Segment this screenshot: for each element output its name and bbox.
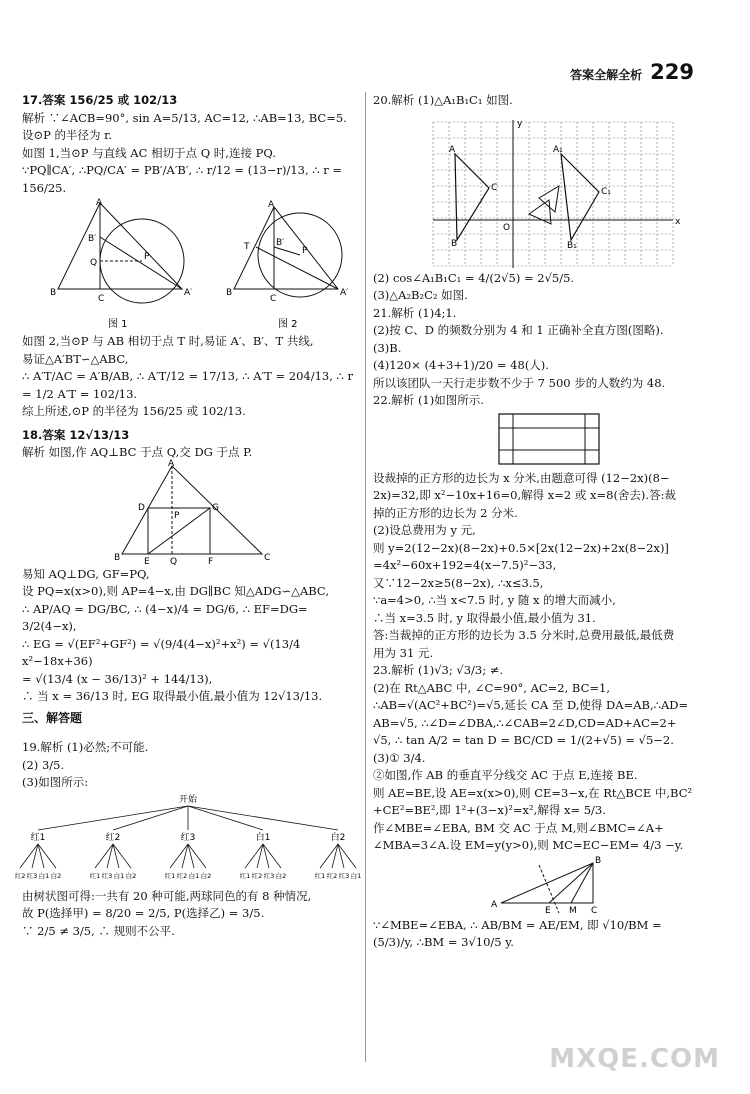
q18-line: 设 PQ=x(x>0),则 AP=4−x,由 DG∥BC 知△ADG∽△ABC,	[22, 584, 329, 598]
q23-line: ∴AB=√(AC²+BC²)=√5,延长 CA 至 D,使得 DA=AB,∴AD=	[373, 698, 689, 712]
q17-line: ∴ A′T/AC = A′B/AB, ∴ A′T/12 = 17/13, ∴ A′T = 204/13, ∴ r = 1/2 A′T = 102/13.	[22, 369, 354, 401]
q18-figure	[22, 458, 352, 567]
q18-line: ∴ AP/AQ = DG/BC, ∴ (4−x)/4 = DG/6, ∴ EF=DG= 3/2(4−x),	[22, 601, 308, 633]
tree-leaf: 红2	[251, 871, 263, 880]
figure-2-caption: 图 2	[278, 319, 298, 330]
q22-line: 2x)=32,即 x²−10x+16=0,解得 x=2 或 x=8(舍去).答:裁	[373, 488, 676, 502]
label: D	[138, 502, 145, 513]
tree-leaf: 白1	[350, 871, 362, 880]
label: G	[212, 502, 219, 513]
q22-line: 用为 31 元.	[373, 645, 434, 660]
q22-line: ∴当 x=3.5 时, y 取得最小值,最小值为 31.	[373, 610, 596, 625]
tree-diagram	[14, 792, 362, 888]
page-header	[570, 60, 694, 84]
q20-line: 20.解析 (1)△A₁B₁C₁ 如图.	[373, 93, 513, 107]
q19-line: 由树状图可得:一共有 20 种可能,两球同色的有 8 种情况,	[22, 888, 312, 903]
q18-answer: 18.答案 12√13/13	[22, 427, 130, 442]
label: A′	[184, 288, 193, 298]
tree-leaf: 红3	[338, 871, 350, 880]
label: E	[144, 556, 150, 567]
tree-leaf: 红1	[164, 871, 176, 880]
q18-line: 解析 如图,作 AQ⊥BC 于点 Q,交 DG 于点 P.	[22, 445, 253, 459]
tree-node: 红2	[105, 832, 121, 843]
label: B₁	[567, 240, 577, 251]
tree-node: 白2	[330, 832, 346, 843]
q21-line: (2)按 C、D 的频数分别为 4 和 1 正确补全直方图(图略).	[373, 323, 664, 337]
label: B	[595, 855, 602, 866]
tree-branch	[188, 806, 338, 830]
label: A	[96, 198, 103, 208]
q19-line: (2) 3/5.	[22, 757, 65, 772]
label: B	[451, 238, 458, 249]
label: C	[491, 182, 498, 193]
section-heading: 三、解答题	[22, 710, 83, 725]
q17-answer: 17.答案 156/25 或 102/13	[22, 93, 178, 107]
q20-line: (2) cos∠A₁B₁C₁ = 4/(2√5) = 2√5/5.	[373, 270, 575, 285]
tree-leaf: 红1	[89, 871, 101, 880]
q21-line: (4)120× (4+3+1)/20 = 48(人).	[373, 358, 549, 372]
q20-line: (3)△A₂B₂C₂ 如图.	[373, 288, 468, 302]
tree-leaf: 红3	[26, 871, 38, 880]
tree-leaf: 红1	[314, 871, 326, 880]
q18-line: = √(13/4 (x − 36/13)² + 144/13),	[22, 671, 213, 686]
figure-2	[226, 200, 348, 330]
q19-line: ∵ 2/5 ≠ 3/5, ∴ 规则不公平.	[22, 923, 175, 938]
figure-1-caption: 图 1	[108, 319, 128, 330]
q17-line: 解析 ∵∠ACB=90°, sin A=5/13, AC=12, ∴AB=13, BC=5.	[22, 110, 347, 125]
q22-line: 则 y=2(12−2x)(8−2x)+0.5×[2x(12−2x)+2x(8−2x)]	[373, 540, 669, 555]
q17-line: ∵PQ∥CA′, ∴PQ/CA′ = PB′/A′B′, ∴ r/12 = (13−r)/13, ∴ r = 156/25.	[22, 163, 343, 195]
q17-line: 如图 1,当⊙P 与直线 AC 相切于点 Q 时,连接 PQ.	[22, 145, 276, 160]
q22-line: =4x²−60x+192=4(x−7.5)²−33,	[373, 558, 557, 572]
label: A	[491, 899, 498, 910]
label: C₁	[601, 186, 611, 197]
tree-leaf: 白2	[125, 871, 137, 880]
label: O	[503, 222, 511, 233]
tree-leaf: 白1	[113, 871, 125, 880]
tree-leaf: 白2	[275, 871, 287, 880]
label: Q	[170, 556, 178, 567]
right-column	[373, 92, 705, 952]
tree-leaf: 红3	[263, 871, 275, 880]
label: A₁	[553, 144, 563, 155]
q21-line: (3)B.	[373, 340, 402, 355]
q22-line: (2)设总费用为 y 元,	[373, 523, 476, 537]
label: F	[208, 556, 214, 567]
q19-line: 19.解析 (1)必然;不可能.	[22, 740, 149, 754]
tree-node: 红3	[180, 832, 196, 843]
q18-line: 易知 AQ⊥DG, GF=PQ,	[22, 566, 150, 581]
q20-grid-figure	[373, 110, 703, 270]
tree-leaf: 红3	[101, 871, 113, 880]
q23-line: 作∠MBE=∠EBA, BM 交 AC 于点 M,则∠BMC=∠A+	[373, 820, 664, 835]
q19-line: 故 P(选择甲) = 8/20 = 2/5, P(选择乙) = 3/5.	[22, 906, 265, 920]
label: C	[270, 294, 277, 304]
q22-line: 设裁掉的正方形的边长为 x 分米,由题意可得 (12−2x)(8−	[373, 470, 670, 485]
column-divider	[365, 92, 366, 1062]
q22-line: 又∵12−2x≥5(8−2x), ∴x≤3.5,	[373, 575, 544, 590]
label: A	[449, 144, 456, 155]
label: A	[268, 200, 275, 210]
tree-branch	[38, 806, 188, 830]
label: A′	[340, 288, 349, 298]
q23-line: ②如图,作 AB 的垂直平分线交 AC 于点 E,连接 BE.	[373, 768, 638, 782]
q23-line: 则 AE=BE,设 AE=x(x>0),则 CE=3−x,在 Rt△BCE 中,BC²	[373, 785, 693, 800]
watermark: MXQE.COM	[549, 1044, 720, 1074]
q17-figures	[22, 197, 352, 333]
q22-line: 22.解析 (1)如图所示.	[373, 393, 484, 407]
q23-line: (2)在 Rt△ABC 中, ∠C=90°, AC=2, BC=1,	[373, 680, 611, 695]
grid	[433, 122, 673, 266]
tree-leaf: 白2	[200, 871, 212, 880]
q18-line: ∴ 当 x = 36/13 时, EG 取得最小值,最小值为 12√13/13.	[22, 689, 323, 703]
label: B′	[88, 234, 97, 244]
tree-leaf: 红1	[239, 871, 251, 880]
q22-figure	[373, 410, 703, 470]
label: C	[591, 905, 598, 916]
label: P	[144, 252, 150, 262]
q23-line: (3)① 3/4.	[373, 750, 426, 765]
q22-line: 答:当裁掉的正方形的边长为 3.5 分米时,总费用最低,最低费	[373, 628, 675, 642]
q21-line: 所以该团队一天行走步数不少于 7 500 步的人数约为 48.	[373, 375, 666, 390]
label: B	[114, 552, 121, 563]
q22-line: 掉的正方形的边长为 2 分米.	[373, 505, 518, 520]
q23-line: +CE²=BE²,即 1²+(3−x)²=x²,解得 x= 5/3.	[373, 803, 606, 817]
tree-node: 白1	[255, 832, 271, 843]
label: C	[98, 294, 105, 304]
q21-line: 21.解析 (1)4;1.	[373, 305, 457, 320]
label: y	[517, 118, 523, 129]
label: C	[264, 552, 271, 563]
label: Q	[90, 258, 98, 268]
q23-line: 23.解析 (1)√3; √3/3; ≠.	[373, 663, 504, 677]
left-column	[14, 92, 362, 940]
header-title: 答案全解全析	[570, 68, 643, 82]
q18-line: ∴ EG = √(EF²+GF²) = √(9/4(4−x)²+x²) = √(13/4 x²−18x+36)	[22, 636, 301, 668]
q23-line: AB=√5, ∴∠D=∠DBA,∴∠CAB=2∠D,CD=AD+AC=2+	[373, 715, 677, 730]
tree-node: 红1	[30, 832, 46, 843]
label: B′	[276, 238, 285, 248]
q23-line: ∵∠MBE=∠EBA, ∴ AB/BM = AE/EM, 即 √10/BM = (5/3)/y, ∴BM = 3√10/5 y.	[373, 917, 662, 949]
label: x	[675, 216, 681, 227]
q17-line: 综上所述,⊙P 的半径为 156/25 或 102/13.	[22, 404, 246, 418]
tree-leaf: 白1	[188, 871, 200, 880]
tree-branch	[113, 806, 188, 830]
tree-branch	[188, 806, 263, 830]
q23-figure	[373, 855, 703, 917]
label: M	[569, 905, 577, 916]
figure-1	[50, 198, 192, 330]
q22-line: ∵a=4>0, ∴当 x<7.5 时, y 随 x 的增大而减小,	[373, 593, 616, 607]
label: B	[50, 288, 57, 298]
label: B	[226, 288, 233, 298]
q17-line: 易证△A′BT∽△ABC,	[22, 351, 129, 366]
label: P	[174, 510, 180, 521]
q23-line: √5, ∴ tan A/2 = tan D = BC/CD = 1/(2+√5) = √5−2.	[373, 733, 674, 747]
label: E	[545, 905, 551, 916]
label: T	[244, 242, 250, 252]
q23-line: ∠MBA=3∠A.设 EM=y(y>0),则 MC=EC−EM= 4/3 −y.	[373, 838, 684, 852]
tree-leaf: 红2	[176, 871, 188, 880]
label: A	[168, 458, 175, 469]
label: P	[302, 246, 308, 256]
tree-leaf: 白1	[38, 871, 50, 880]
page-number: 229	[650, 60, 694, 84]
tree-leaf: 白2	[50, 871, 62, 880]
tree-leaf: 红2	[14, 871, 26, 880]
q19-line: (3)如图所示:	[22, 775, 89, 789]
q17-line: 如图 2,当⊙P 与 AB 相切于点 T 时,易证 A′、B′、T 共线,	[22, 334, 314, 348]
tree-leaf: 红2	[326, 871, 338, 880]
q17-line: 设⊙P 的半径为 r.	[22, 128, 113, 142]
tree-root: 开始	[178, 794, 198, 805]
